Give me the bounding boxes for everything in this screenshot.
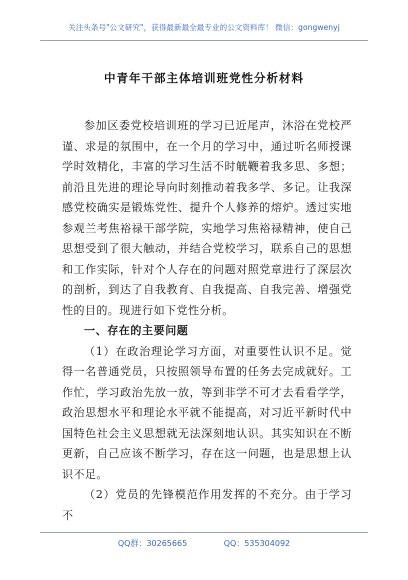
problem-item-2: （2）党员的先锋模范作用发挥的不充分。由于学习不 xyxy=(62,488,352,522)
qq-contact-label: QQ：535304092 xyxy=(223,539,291,548)
footer-divider xyxy=(40,532,368,533)
intro-paragraph: 参加区委党校培训班的学习已近尾声，沐浴在党校严谨、求是的氛围中，在一个月的学习中，通过听名师授课学时效精化，丰富的学习生活不时觥鞭着我多思、多想；前沿且先进的理论导向时刻推动着我多学、多记。让我深感党校确实是锻炼党性、提升个人修养的熔炉。透过实地参观兰考焦裕禄干部学院，实地学习焦裕禄精神，使自己思想受到了很大触动，并结合党校学习，联系自己的思想和工作实际，针对个人存在的问题对照党章进行了深层次的剖析，到达了自我教育、自我提高、自我完善、增强党性的目的。现进行如下党性分析。 xyxy=(62,119,352,317)
header-banner: 关注头条号"公文研究"，获得最新最全最专业的公文资料库！ 微信：gongwenyj xyxy=(68,23,340,32)
header-divider xyxy=(40,40,368,41)
document-title: 中青年干部主体培训班党性分析材料 xyxy=(104,71,304,85)
document-body xyxy=(62,116,352,526)
qq-group-label: QQ群：30265665 xyxy=(117,539,188,548)
section-heading: 一、存在的主要问题 xyxy=(84,324,189,337)
footer-contacts xyxy=(0,538,408,549)
problem-item-1: （1）在政治理论学习方面，对重要性认识不足。觉得一名普通党员，只按照领导布置的任务去完成就好。工作忙，学习政治先放一放，等到非学不可才去看看学学，政治思想水平和理论水平就不能提高，对习近平新时代中国特色社会主义思想就无法深刻地认识。其实知识在不断更新，自己应该不断学习，存在这一问题，也是思想上认识不足。 xyxy=(62,344,352,481)
